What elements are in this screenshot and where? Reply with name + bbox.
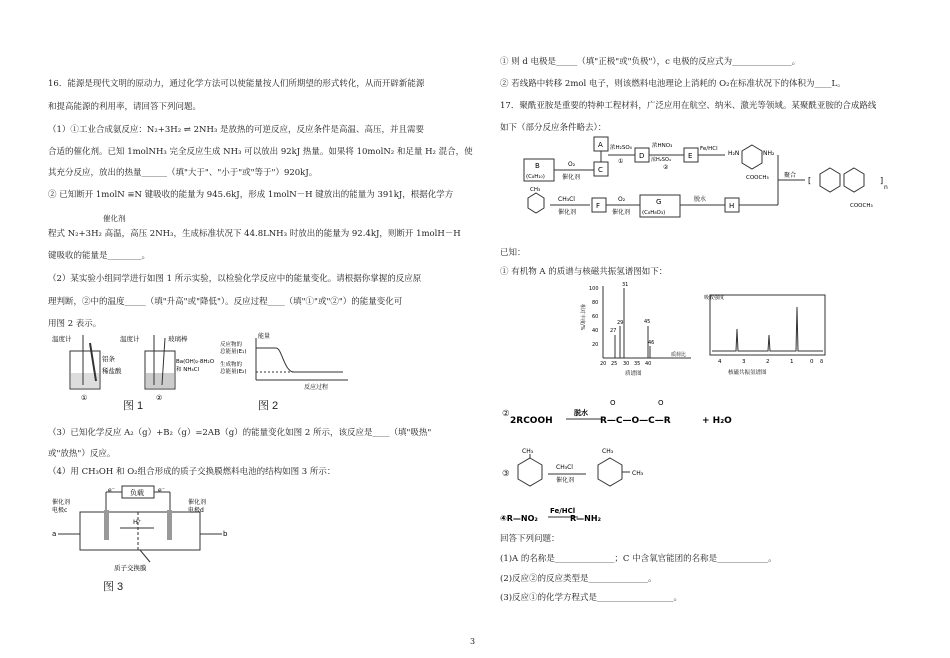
known-3-catalyst: 催化剂 — [556, 477, 575, 484]
known-2-product: R—C—O—C—R — [600, 416, 671, 426]
nmr-xtick-1: 1 — [790, 359, 794, 365]
product-energy-label-1: 生成物的 — [220, 362, 243, 368]
known-4-reactant: ④R—NO₂ — [500, 514, 538, 523]
mass-spectrum — [575, 280, 695, 378]
outlet-b-label: b — [223, 530, 228, 538]
dehydrate-label: 脱水 — [694, 196, 707, 203]
stirrer-label: 玻璃棒 — [168, 335, 188, 343]
known-4-condition: Fe/HCl — [550, 507, 576, 515]
compound-h-label: H — [729, 202, 735, 210]
synthesis-scheme — [520, 135, 890, 230]
catalyst-label-1: 催化剂 — [562, 174, 581, 181]
known-4-equation — [500, 503, 650, 525]
known-3-methyl-3: CH₃ — [632, 470, 644, 477]
catalyst-electrode-c-label-1: 催化剂 — [52, 499, 71, 506]
compound-d-label: D — [639, 152, 645, 160]
toluene-methyl: CH₃ — [530, 187, 541, 193]
known-3-equation — [510, 444, 660, 500]
known-2-oxygen-1: O — [610, 399, 616, 407]
q17-intro-a: 17．聚酰亚胺是重要的特种工程材料，广泛应用在航空、纳米、激光等领域。某聚酰亚胺的合成路线 — [500, 101, 877, 111]
known-3-methyl-2: CH₃ — [602, 448, 614, 455]
figure-3-caption: 图 3 — [103, 581, 124, 593]
ms-ylabel: 相对丰度/% — [579, 304, 585, 331]
catalyst-electrode-d-label-1: 催化剂 — [188, 499, 207, 506]
compound-e-label: E — [688, 152, 693, 160]
product-energy-label-2: 总能量(E₂) — [220, 369, 247, 375]
aluminum-label: 铝条 — [102, 355, 115, 363]
q16-part3-a: （3）已知化学反应 A₂（g）+B₂（g）=2AB（g）的能量变化如图 2 所示，该反应是____（填"吸热" — [48, 428, 432, 438]
known-2-equation — [510, 395, 750, 431]
ms-ytick-20: 20 — [592, 342, 599, 348]
polymerize-label: 聚合 — [784, 172, 797, 179]
known-2-water: + H₂O — [702, 416, 732, 426]
membrane-label: 质子交换膜 — [114, 564, 147, 572]
q16-part1-c: 其充分反应，放出的热量______（填"大于"、"小于"或"等于"）920kJ。 — [48, 168, 318, 178]
known-heading: 已知： — [500, 248, 526, 258]
ms-peak-31: 31 — [622, 282, 629, 288]
q16-part3-b: 或"放热"）反应。 — [48, 449, 116, 459]
compound-b-label: B — [535, 162, 540, 170]
ms-ytick-80: 80 — [592, 300, 599, 306]
q16-part1-b: 合适的催化剂。已知 1molNH₃ 完全反应生成 NH₃ 可以放出 92kJ 热量。如果将 10molN₂ 和足量 H₂ 混合，使 — [48, 147, 473, 157]
ms-title: 质谱图 — [625, 371, 642, 377]
q16-part4: （4）用 CH₃OH 和 O₂组合形成的质子交换膜燃料电池的结构如图 3 所示： — [48, 467, 336, 477]
known-2-condition: 脱水 — [574, 409, 588, 417]
known-3-methyl-1: CH₃ — [522, 448, 534, 455]
q16-part2-b: 理判断，②中的温度_____（填"升高"或"降低"）。反应过程____（填"①"或"②"）的能量变化可 — [48, 297, 403, 307]
q16-intro-1: 16．能源是现代文明的原动力，通过化学方法可以使能量按人们所期望的形式转化，从而开辟新能源 — [48, 79, 425, 89]
acid-label: 稀盐酸 — [102, 367, 122, 375]
compound-b-formula: (C₈H₁₀) — [526, 174, 545, 180]
compound-g-label: G — [656, 198, 662, 206]
nmr-ylabel: 吸收强度 — [704, 295, 725, 301]
answer-3: (3)反应①的化学方程式是__________________。 — [500, 593, 683, 603]
ms-peak-29: 29 — [617, 320, 624, 326]
reagent-label-1: Ba(OH)₂·8H₂O — [176, 359, 215, 365]
ms-xlabel: 质荷比 — [671, 352, 687, 358]
q16-4-sub2: ② 若线路中转移 2mol 电子，则该燃料电池理论上消耗的 O₂在标准状况下的体积为____L。 — [500, 79, 846, 89]
h2so4-label-1: 浓H₂SO₄ — [610, 145, 632, 151]
compound-f-label: F — [596, 202, 601, 210]
known-2-reactant: 2RCOOH — [510, 416, 553, 426]
figure-3-fuel-cell — [50, 484, 230, 576]
o2-label-2: O₂ — [618, 196, 626, 203]
amine-group: H₂N — [728, 150, 740, 157]
polymer-n: n — [884, 184, 888, 191]
reagent-label-2: 和 NH₄Cl — [176, 367, 200, 373]
figure-1 — [50, 333, 215, 403]
beaker-1-number: ① — [81, 394, 88, 402]
inlet-a-label: a — [52, 530, 57, 538]
ms-xtick-25: 25 — [611, 361, 618, 367]
nmr-xtick-4: 4 — [718, 359, 722, 365]
answer-2: (2)反应②的反应类型是______________。 — [500, 574, 657, 584]
reactant-energy-label-2: 总能量(E₁) — [220, 349, 247, 355]
ms-peak-45: 45 — [644, 319, 651, 325]
ms-peak-46: 46 — [648, 340, 655, 346]
nmr-title: 核磁共振氢谱图 — [728, 370, 767, 376]
beaker-2-number: ② — [156, 394, 163, 402]
compound-c-label: C — [598, 166, 603, 174]
compound-a-label: A — [598, 141, 603, 149]
q16-part1-d: ② 已知断开 1molN ≡N 键吸收的能量为 945.6kJ，形成 1molN－H 键放出的能量为 391kJ，根据化学方 — [48, 190, 454, 200]
ms-ytick-60: 60 — [592, 314, 599, 320]
q16-part1-a: （1）①工业合成氨反应：N₂+3H₂ ⇌ 2NH₃ 是放热的可逆反应，反应条件是高温、高压，并且需要 — [48, 125, 425, 135]
polymer-bracket: [ — [808, 176, 812, 185]
figure-2 — [218, 332, 353, 394]
q17-intro-b: 如下（部分反应条件略去）： — [500, 123, 607, 133]
known-2-oxygen-2: O — [658, 399, 664, 407]
q16-part1-f: 键吸收的能量是________。 — [48, 251, 151, 261]
ester-group-2: COOCH₃ — [850, 203, 873, 209]
reactant-energy-label-1: 反应物的 — [220, 342, 243, 348]
ester-group-1: COOCH₃ — [746, 175, 769, 181]
compound-g-formula: (C₈H₈O₃) — [642, 210, 666, 216]
answer-heading: 回答下列问题： — [500, 534, 560, 544]
o2-label: O₂ — [568, 161, 576, 168]
ms-ytick-100: 100 — [589, 286, 599, 292]
figure-1-caption: 图 1 — [123, 400, 144, 412]
catalyst-label: 催化剂 — [103, 214, 126, 223]
answer-1: (1)A 的名称是______________；C 中含氧官能团的名称是____________。 — [500, 554, 777, 564]
nmr-xtick-3: 3 — [742, 359, 746, 365]
load-label: 负载 — [130, 489, 144, 497]
nmr-xtick-2: 2 — [766, 359, 770, 365]
q16-part1-e: 程式 N₂+3H₂ 高温，高压 2NH₃，生成标准状况下 44.8LNH₃ 时放出的能量为 92.4kJ，则断开 1molH－H — [48, 229, 461, 239]
known-3-number: ③ — [502, 469, 510, 479]
nmr-spectrum — [704, 295, 830, 377]
ms-xtick-35: 35 — [634, 361, 641, 367]
figure-2-caption: 图 2 — [258, 400, 279, 412]
step-1-label: ① — [618, 158, 624, 165]
catalyst-label-3: 催化剂 — [612, 209, 631, 216]
thermometer-label-1: 温度计 — [52, 335, 72, 343]
nmr-xtick-0: 0 — [810, 359, 814, 365]
known-4-product: R—NH₂ — [570, 514, 602, 523]
q16-4-sub1: ① 则 d 电极是_____（填"正极"或"负极"），c 电极的反应式为______________。 — [500, 57, 801, 67]
known-3-reagent: CH₃Cl — [556, 464, 573, 471]
nmr-xtick-delta: δ — [820, 359, 824, 365]
electron-flow-right: e⁻ — [158, 487, 165, 494]
step-2-label: ② — [663, 164, 669, 171]
electron-flow-left: e⁻ — [108, 487, 115, 494]
reaction-progress-label: 反应过程 — [304, 384, 329, 391]
amine-group-2: NH₂ — [763, 150, 775, 157]
ms-xtick-20: 20 — [600, 361, 607, 367]
proton-label: H⁺ — [133, 518, 142, 526]
polymer-bracket-close: ] — [880, 176, 884, 185]
page-number: 3 — [470, 637, 476, 646]
q16-intro-2: 和提高能源的利用率，请回答下列问题。 — [48, 102, 202, 112]
ms-peak-27: 27 — [610, 328, 617, 334]
ms-ytick-40: 40 — [592, 328, 599, 334]
ch3cl-label: CH₃Cl — [558, 196, 575, 203]
ms-xtick-40: 40 — [645, 361, 652, 367]
catalyst-label-2: 催化剂 — [558, 209, 577, 216]
catalyst-electrode-d-label-2: 电极d — [188, 507, 204, 514]
q16-part2-a: （2）某实验小组同学进行如图 1 所示实验，以检验化学反应中的能量变化。请根据你掌握的反应原 — [48, 274, 422, 284]
h2so4-label-2: 浓H₂SO₄ — [651, 157, 671, 163]
q16-part2-c: 用图 2 表示。 — [48, 319, 102, 329]
fehcl-label: Fe/HCl — [700, 146, 718, 152]
thermometer-label-2: 温度计 — [120, 335, 140, 343]
hno3-label: 浓HNO₃ — [652, 143, 673, 149]
energy-axis-label: 能量 — [258, 333, 271, 340]
ms-xtick-30: 30 — [623, 361, 630, 367]
known-1: ① 有机物 A 的质谱与核磁共振氢谱图如下： — [500, 267, 668, 277]
catalyst-electrode-c-label-2: 电极c — [52, 507, 68, 514]
known-2-number: ② — [502, 409, 510, 419]
